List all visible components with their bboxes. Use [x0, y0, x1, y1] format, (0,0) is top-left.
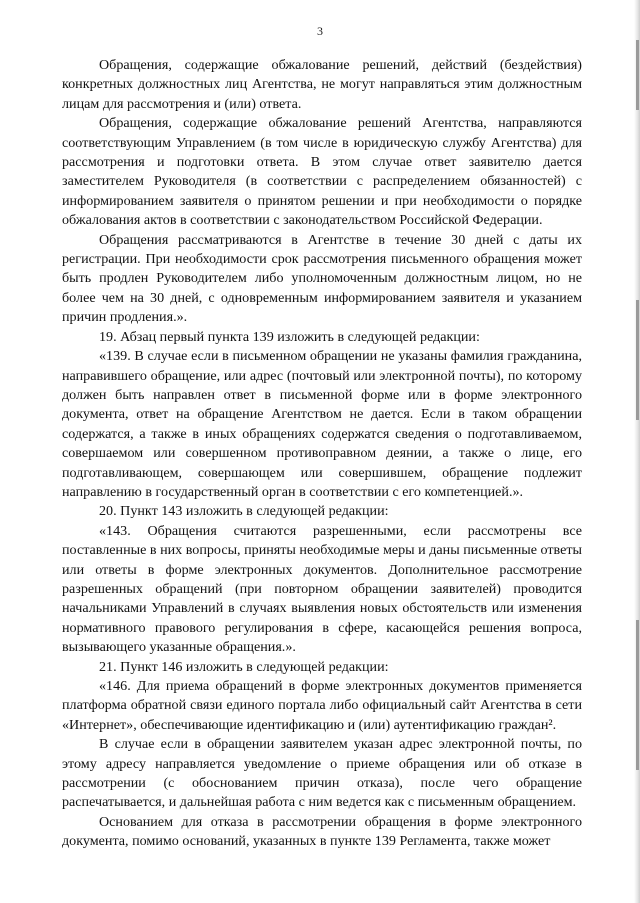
scan-edge-mark [636, 40, 639, 110]
paragraph-amendment-21: 21. Пункт 146 изложить в следующей редакции: [99, 658, 389, 675]
document-body [62, 56, 582, 852]
paragraph-clause-143: «143. Обращения считаются разрешенными, если рассмотрены все поставленные в них вопросы, приняты необходимые меры и даны письменные ответы или ответы в форме электронных документов. Дополнительное рассмотрение разрешенных обращений (при повторном обращении заявителей) проводится начальниками Управлений в случаях выявления новых обстоятельств или изменения нормативного правового регулирования в сфере, касающейся решения вопроса, вызывающего указанные обращения.». [62, 522, 582, 656]
paragraph-amendment-20: 20. Пункт 143 изложить в следующей редакции: [99, 503, 389, 520]
paragraph-appeals-agency-decisions: Обращения, содержащие обжалование решений Агентства, направляются соответствующим Управлением (в том числе в юридическую службу Агентства) для рассмотрения и подготовки ответа. В этом случае ответ заявителю дается заместителем Руководителя (в соответствии с распределением обязанностей) с информированием заявителя о принятом решении и при необходимости о порядке обжалования актов в соответствии с законодательством Российской Федерации. [62, 115, 582, 229]
paragraph-appeals-officials: Обращения, содержащие обжалование решений, действий (бездействия) конкретных должностных лиц Агентства, не могут направляться этим должностным лицам для рассмотрения и (или) ответа. [62, 57, 582, 112]
scan-edge-shadow [634, 0, 640, 903]
scan-edge-mark [636, 300, 639, 420]
scan-edge-mark [636, 620, 639, 770]
paragraph-review-period: Обращения рассматриваются в Агентстве в течение 30 дней с даты их регистрации. При необходимости срок рассмотрения письменного обращения может быть продлен Руководителем либо уполномоченным должностным лицом, но не более чем на 30 дней, с одновременным информированием заявителя и указанием причин продления.». [62, 231, 582, 326]
paragraph-email-notification: В случае если в обращении заявителем указан адрес электронной почты, по этому адресу направляется уведомление о приеме обращения или об отказе в рассмотрении (с обоснованием причин отказа), после чего обращение распечатывается, и дальнейшая работа с ним ведется как с письменным обращением. [62, 736, 582, 811]
paragraph-refusal-grounds: Основанием для отказа в рассмотрении обращения в форме электронного документа, помимо оснований, указанных в пункте 139 Регламента, также может [62, 813, 582, 850]
page-number: 3 [317, 24, 323, 38]
paragraph-clause-139: «139. В случае если в письменном обращении не указаны фамилия гражданина, направившего обращение, или адрес (почтовый или электронной почты), по которому должен быть направлен ответ в письменной форме или в форме электронного документа, ответ на обращение Агентством не дается. Если в таком обращении содержатся, а также в иных обращениях содержатся сведения о подготавливаемом, совершаемом или совершенном противоправном деянии, а также о лице, его подготавливающем, совершающем или совершившем, обращение подлежит направлению в государственный орган в соответствии с его компетенцией.». [62, 348, 582, 500]
paragraph-clause-146: «146. Для приема обращений в форме электронных документов применяется платформа обратной связи единого портала либо официальный сайт Агентства в сети «Интернет», обеспечивающие идентификацию и (или) аутентификацию граждан². [62, 678, 582, 733]
paragraph-amendment-19: 19. Абзац первый пункта 139 изложить в следующей редакции: [99, 328, 480, 345]
